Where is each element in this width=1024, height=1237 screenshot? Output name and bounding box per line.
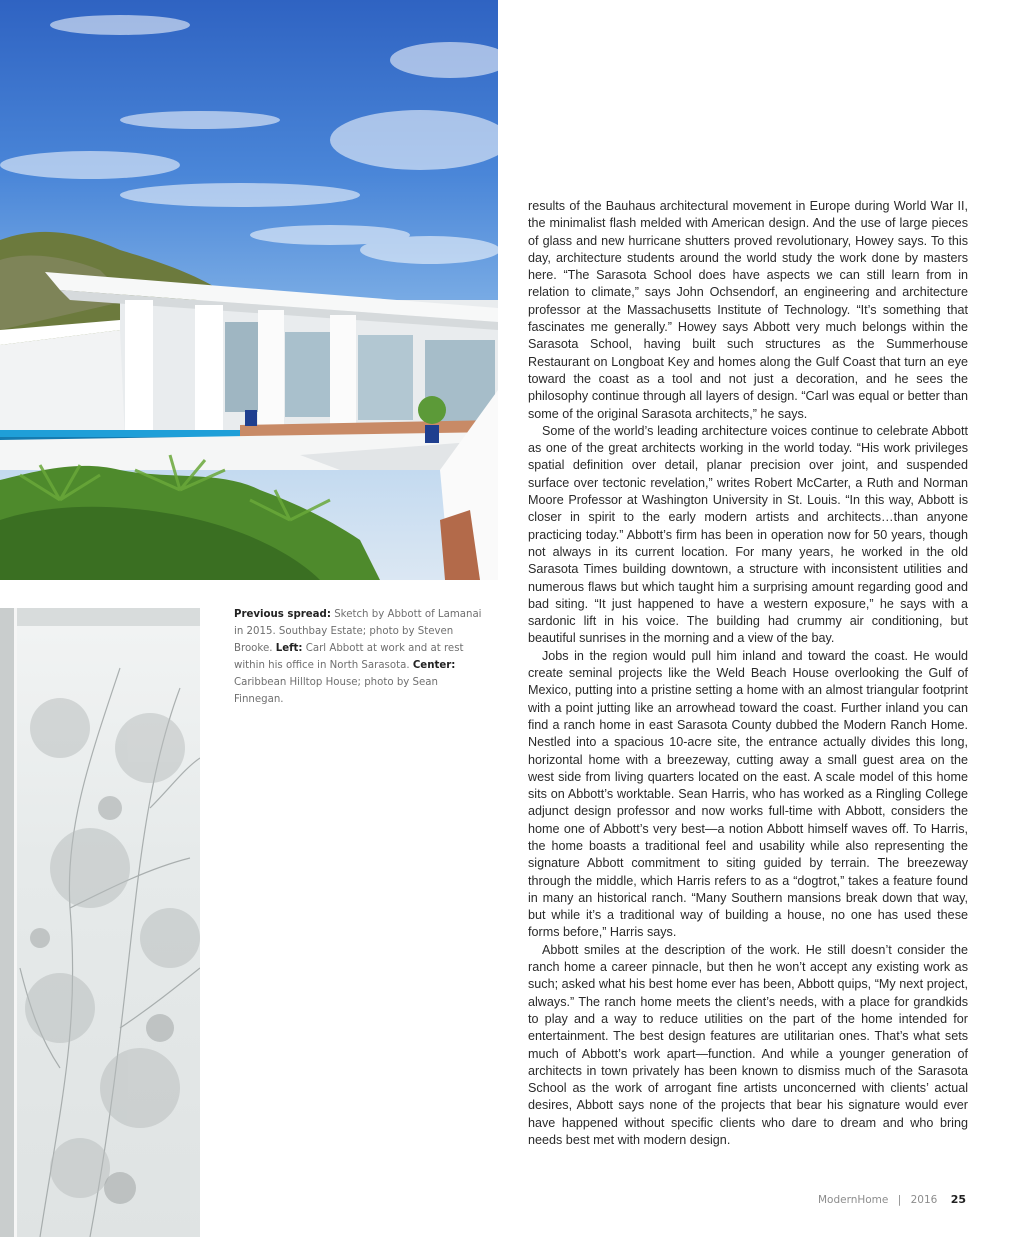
article-paragraph: results of the Bauhaus architectural movement in Europe during World War II, the minimalist flash melded with American design. And the use of large pieces of glass and new hurricane shutters proved revolutionary, Howey says. To this day, architecture students around the world study the work done by masters here. “The Sarasota School does have aspects we can still learn from in relation to climate,” says John Ochsendorf, an engineering and architecture professor at the Massachusetts Institute of Technology. “It’s something that fascinates me generally.” Howey says Abbott very much belongs within the Sarasota School, having built such structures as the Summerhouse Restaurant on Longboat Key and homes along the Gulf Coast that turn an eye toward the coast as a tool and not just a decoration, and he sees the philosophy continue through all layers of design. “Carl was equal or better than some of the original Sarasota architects,” he says. <box>528 199 968 421</box>
caption-previous-label: Previous spread: <box>234 609 331 620</box>
article-paragraph: Abbott smiles at the description of the work. He still doesn’t consider the ranch home a career pinnacle, but then he won’t accept any existing work as such; asked what his best home ever has been, Abbott quips, “My next project, always.” The ranch home meets the client’s needs, with a place for grandkids to play and a way to reduce utilities on the part of the home intended for entertainment. The best design features are utilitarian ones. That’s what sets much of Abbott’s work apart—function. And while a younger generation of architects in town privately has been known to dismiss much of the Sarasota School as the work of arrogant fine artists unconcerned with clients’ actual desires, Abbott says none of the projects that bear his signature would ever have happened without specific clients who dare to dream and who bring needs best met with modern design. <box>528 942 968 1148</box>
hilltop-house-photo <box>0 0 498 580</box>
photo-caption <box>234 606 490 708</box>
footer-separator: | <box>897 1194 902 1206</box>
caption-center-text: Caribbean Hilltop House; photo by Sean Finnegan. <box>234 677 438 705</box>
article-body <box>528 198 968 1149</box>
page-footer <box>818 1193 966 1206</box>
article-paragraph: Some of the world’s leading architecture voices continue to celebrate Abbott as one of the great architects working in the world today. “His work privileges spatial definition over detail, planar precision over joint, and suspended surface over tectonic revelation,” writes Robert McCarter, a Ruth and Norman Moore Professor at Washington University in St. Louis. “In this way, Abbott is closer in spirit to the early modern artists and architects…than anyone practicing today.” Abbott’s firm has been in operation now for 50 years, though not always in its current location. For many years, he worked in the old Sarasota Times building downtown, a structure with inconsistent utilities and numerous flaws but which taught him a surprising amount regarding good and bad siting. “It just happened to have a western exposure,” he says with a sardonic lift in his voice. The building had crummy air conditioning, but beautiful sunrises in the morning and a view of the bay. <box>528 423 968 646</box>
page-number: 25 <box>950 1193 966 1206</box>
issue-year: 2016 <box>910 1194 938 1206</box>
caption-left-label: Left: <box>275 643 303 654</box>
magazine-name: ModernHome <box>817 1194 889 1206</box>
office-window-photo <box>0 608 200 1237</box>
caption-previous-text: Sketch by Abbott of Lamanai in 2015. Southbay Estate; photo by Steven Brooke. <box>234 609 482 654</box>
window-view-illustration <box>0 608 200 1237</box>
caption-left-text: Carl Abbott at work and at rest within his office in North Sarasota. <box>234 643 464 671</box>
article-paragraph: Jobs in the region would pull him inland and toward the coast. He would create seminal projects like the Weld Beach House overlooking the Gulf of Mexico, putting into a pristine setting a home with an almost triangular footprint with a point jutting like an arrowhead toward the coast. Further inland you can find a ranch home in east Sarasota County dubbed the Modern Ranch Home. Nestled into a spacious 10-acre site, the entrance actually divides this long, horizontal home with a breezeway, cutting away a small guest area on the west side from living quarters located on the east. A scale model of this home sits on Abbott’s worktable. Sean Harris, who has worked as a Ringling College adjunct design professor and now works full-time with Abbott, considers the home one of Abbott’s very best—a notion Abbott himself waves off. To Harris, the home boasts a traditional feel and usability while also representing the signature Abbott commitment to siting guided by terrain. The breezeway through the middle, which Harris refers to as a “dogtrot,” takes a feature found in many an historical ranch. “Many Southern mansions break down that way, but while it’s a traditional way of building a house, no one has used these forms before,” Harris says. <box>528 648 968 940</box>
caption-center-label: Center: <box>412 660 456 671</box>
hilltop-house-illustration <box>0 0 498 580</box>
